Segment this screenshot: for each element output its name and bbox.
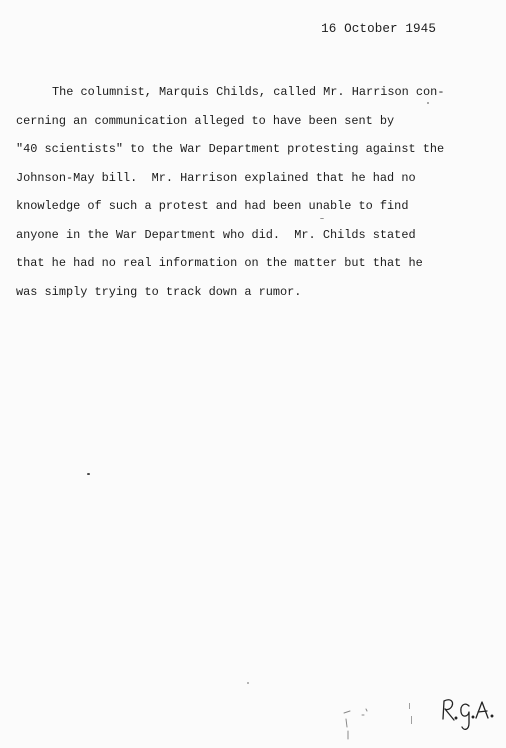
memo-line: anyone in the War Department who did. Mr. Childs stated <box>16 227 416 242</box>
memo-body <box>16 78 456 306</box>
paper-speck <box>320 218 324 219</box>
memo-line: was simply trying to track down a rumor. <box>16 284 302 299</box>
memo-line: "40 scientists" to the War Department protesting against the <box>16 142 445 156</box>
paper-speck <box>409 703 410 709</box>
paper-speck <box>87 473 90 475</box>
paper-speck <box>411 716 412 724</box>
paper-speck <box>427 102 429 104</box>
memo-line: knowledge of such a protest and had been unable to find <box>16 199 409 213</box>
faint-stamp-marks <box>340 705 380 743</box>
memo-line: The columnist, Marquis Childs, called Mr. Harrison con- <box>52 85 445 99</box>
memo-line: Johnson-May bill. Mr. Harrison explained that he had no <box>16 170 416 185</box>
memo-date: 16 October 1945 <box>321 22 436 36</box>
handwritten-initials <box>438 693 500 735</box>
memo-line: cerning an communication alleged to have been sent by <box>16 113 395 128</box>
memo-line: that he had no real information on the matter but that he <box>16 256 423 270</box>
paper-speck <box>247 682 249 684</box>
